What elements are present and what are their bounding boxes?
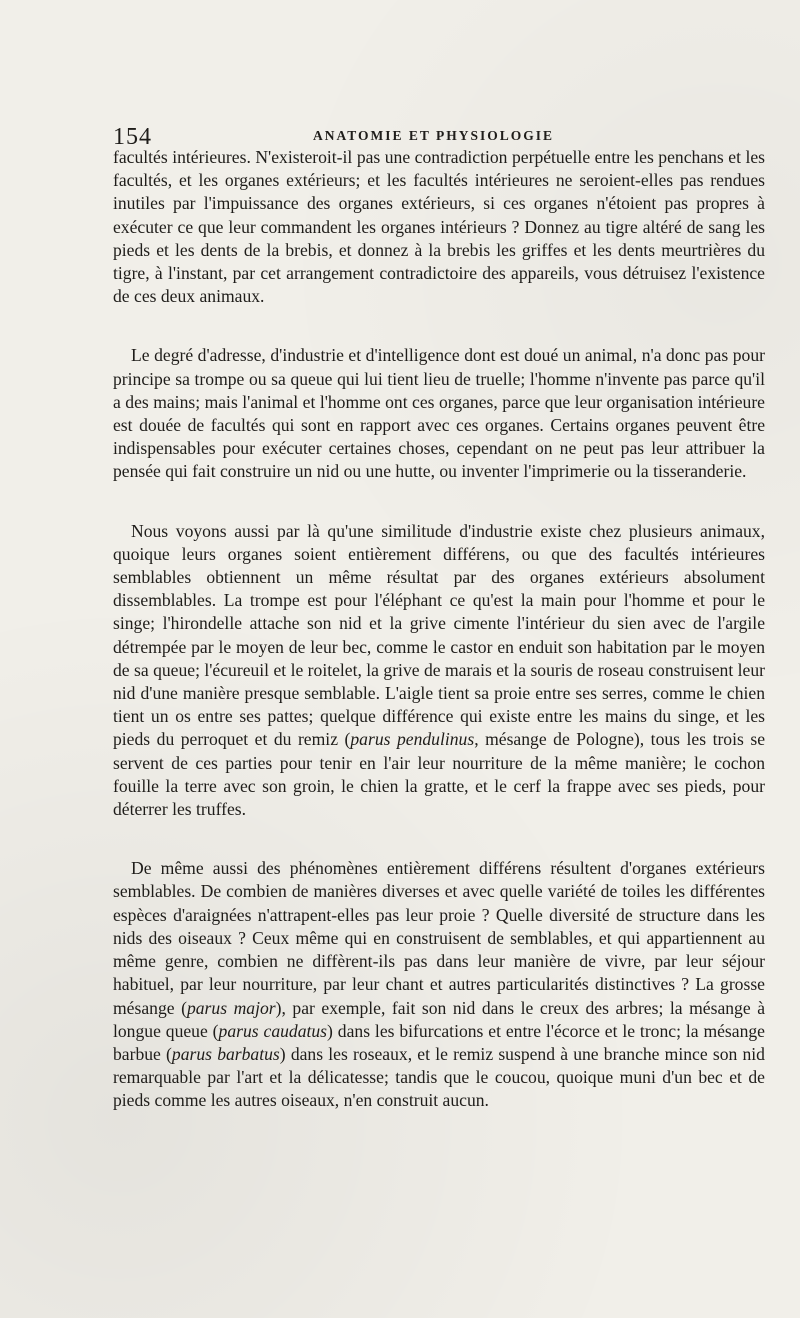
paragraph-text: Nous voyons aussi par là qu'une similitude d'industrie existe chez plusieurs animaux, quoique leurs organes soient entièrement différens, ou que des facultés intérieures semblables obtiennent un même résultat par des organes extérieurs absolument dissemblables. La trompe est pour l'éléphant ce qu'est la main pour l'homme et pour le singe; l'hirondelle attache son nid et la grive cimente l'intérieur du sien avec de l'argile détrempée par le moyen de leur bec, comme le castor en enduit son habitation par le moyen de sa queue; l'écureuil et le roitelet, la grive de marais et la souris de roseau construisent leur nid d'une manière presque semblable. L'aigle tient sa proie entre ses serres, comme le chien tient un os entre ses pattes; quelque différence qui existe entre les mains du singe, et les pieds du perroquet et du remiz ( [113, 520, 765, 750]
species-name: parus pendulinus [350, 729, 475, 750]
species-name: parus barbatus [171, 1043, 280, 1064]
paragraph-degre-adresse: Le degré d'adresse, d'industrie et d'intelligence dont est doué un animal, n'a donc pas pour principe sa trompe ou sa queue qui lui tient lieu de truelle; l'homme n'invente pas parce qu'il a des mains; mais l'animal et l'homme ont ces organes, parce que leur organisation intérieure est douée de facultés qui sont en rapport avec ces organes. Certains organes peuvent être indispensables pour exécuter certaines choses, cependant on ne peut pas leur attribuer la pensée qui fait construire un nid ou une hutte, ou inventer l'imprimerie ou la tisseranderie. [113, 345, 765, 482]
paragraph-similitude-industrie [113, 520, 765, 822]
page-number: 154 [113, 124, 152, 150]
running-title: ANATOMIE ET PHYSIOLOGIE [313, 128, 555, 143]
species-name: parus major [186, 997, 276, 1018]
paragraph-text: ) dans les bifurcations et entre l'écorce et le tronc; la mésange barbue ( [113, 1020, 765, 1064]
paragraph-text: ) dans les roseaux, et le remiz suspend à une branche mince son nid remarquable par l'art et la délicatesse; tandis que le coucou, quoique muni d'un bec et de pieds comme les autres oiseaux, n'en construit aucun. [113, 1043, 765, 1111]
body-text [113, 146, 765, 1113]
paragraph-phenomenes-differents [113, 857, 765, 1112]
paragraph-text: , mésange de Pologne), tous les trois se servent de ces parties pour tenir en l'air leur nourriture de la même manière; le cochon fouille la terre avec son groin, le chien la gratte, et le cerf la frappe avec ses pieds, pour déterrer les truffes. [113, 729, 766, 820]
paragraph-continuation: facultés intérieures. N'existeroit-il pas une contradiction perpétuelle entre les penchans et les facultés, et les organes extérieurs; et les facultés intérieures ne seroient-elles pas rendues inutiles par l'impuissance des organes extérieurs, si ces organes n'étoient pas propres à exécuter ce que leur commandent les organes intérieurs ? Donnez au tigre altéré de sang les pieds et les dents de la brebis, et donnez à la brebis les griffes et les dents meurtrières du tigre, à l'instant, par cet arrangement contradictoire des appareils, vous détruisez l'existence de ces deux animaux. [113, 147, 765, 307]
paragraph-text: De même aussi des phénomènes entièrement différens résultent d'organes extérieurs semblables. De combien de manières diverses et avec quelle variété de toiles les différentes espèces d'araignées n'attrapent-elles pas leur proie ? Quelle diversité de structure dans les nids des oiseaux ? Ceux même qui en construisent de semblables, et qui appartiennent au même genre, combien ne diffèrent-ils pas dans leur manière de vivre, par leur séjour habituel, par leur nourriture, par leur chant et autres particularités distinctives ? La grosse mésange ( [113, 858, 765, 1018]
species-name: parus caudatus [218, 1020, 328, 1041]
paragraph-text: ), par exemple, fait son nid dans le creux des arbres; la mésange à longue queue ( [113, 997, 765, 1041]
